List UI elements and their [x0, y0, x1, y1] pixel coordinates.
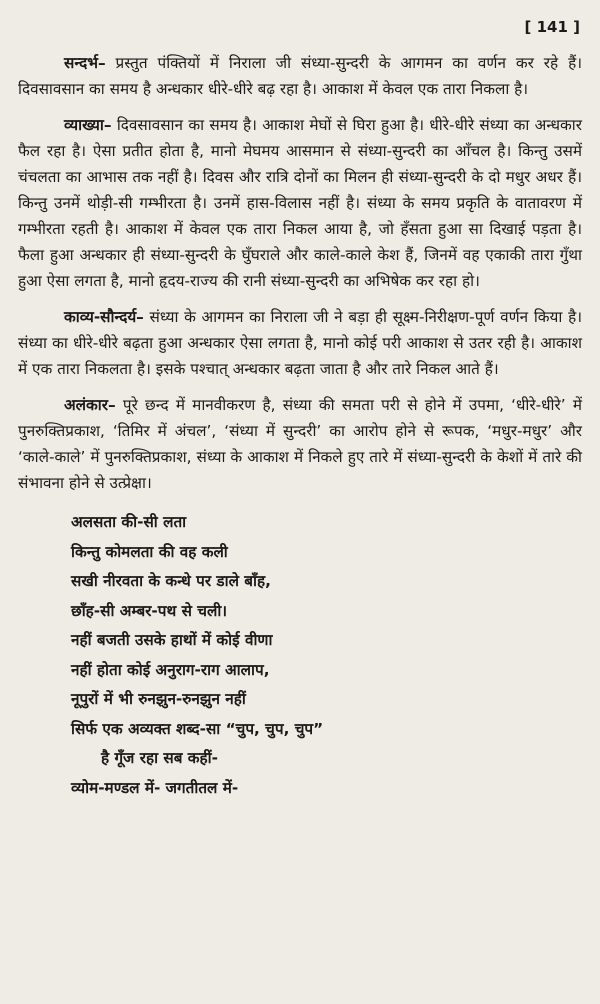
poem-line: है गूँज रहा सब कहीं- — [101, 749, 218, 767]
poem-stanza — [71, 508, 582, 803]
poem-line: व्योम-मण्डल में- जगतीतल में- — [71, 778, 239, 797]
heading-sandarbh: सन्दर्भ– — [64, 54, 106, 72]
paragraph-sandarbh — [18, 50, 582, 102]
paragraph-kavya-saundarya — [18, 304, 582, 382]
poem-line: किन्तु कोमलता की वह कली — [71, 542, 228, 561]
paragraph-vyakhya — [18, 112, 582, 294]
text-kavya-saundarya: संध्या के आगमन का निराला जी ने बड़ा ही सूक्ष्म-निरीक्षण-पूर्ण वर्णन किया है। संध्या का धीरे-धीरे बढ़ता हुआ अन्धकार ऐसा लगता है, मानो कोई परी आकाश से उतर रही है। आकाश में एक तारा निकलता है। इसके पश्चात् अन्धकार बढ़ता जाता है और तारे निकल आते हैं। — [18, 308, 582, 378]
text-vyakhya: दिवसावसान का समय है। आकाश मेघों से घिरा हुआ है। धीरे-धीरे संध्या का अन्धकार फैल रहा है। ऐसा प्रतीत होता है, मानो मेघमय आसमान से संध्या-सुन्दरी का आँचल है। किन्तु उसमें चंचलता का आभास तक नहीं है। दिवस और रात्रि दोनों का मिलन ही संध्या-सुन्दरी के दो मधुर अधर हैं। किन्तु उनमें थोड़ी-सी गम्भीरता है। उनमें हास-विलास नहीं है। संध्या के समय प्रकृति के वातावरण में गम्भीरता रहती है। आकाश में केवल एक तारा निकल आया है, जो हँसता हुआ सा दिखाई पड़ता है। फैला हुआ अन्धकार ही संध्या-सुन्दरी के घुँघराले और काले-काले केश हैं, जिनमें वह एकाकी तारा गुँथा हुआ ऐसा लगता है, मानो हृदय-राज्य की रानी संध्या-सुन्दरी का अभिषेक कर रहा हो। — [18, 116, 582, 290]
poem-line: नहीं बजती उसके हाथों में कोई वीणा — [71, 631, 273, 649]
poem-line: नहीं होता कोई अनुराग-राग आलाप, — [71, 660, 270, 679]
poem-line: सिर्फ एक अव्यक्त शब्द-सा “चुप, चुप, चुप” — [71, 719, 324, 738]
poem-line: छाँह-सी अम्बर-पथ से चली। — [71, 601, 228, 620]
page-body — [18, 50, 582, 803]
page-number: [ 141 ] — [524, 18, 580, 36]
poem-line: नूपुरों में भी रुनझुन-रुनझुन नहीं — [71, 690, 246, 708]
paragraph-alankar — [18, 392, 582, 496]
text-sandarbh: प्रस्तुत पंक्तियों में निराला जी संध्या-सुन्दरी के आगमन का वर्णन कर रहे हैं। दिवसावसान का समय है अन्धकार धीरे-धीरे बढ़ रहा है। आकाश में केवल एक तारा निकला है। — [18, 54, 582, 98]
text-alankar: पूरे छन्द में मानवीकरण है, संध्या की समता परी से होने में उपमा, ‘धीरे-धीरे’ में पुनरुक्तिप्रकाश, ‘तिमिर में अंचल’, ‘संध्या में सुन्दरी’ का आरोप होने से रूपक, ‘मधुर-मधुर’ और ‘काले-काले’ में पुनरुक्तिप्रकाश, संध्या के आकाश में निकले हुए तारे में संध्या-सुन्दरी के केशों में तारे की संभावना होने से उत्प्रेक्षा। — [18, 396, 582, 492]
poem-line: सखी नीरवता के कन्धे पर डाले बाँह, — [71, 572, 271, 590]
heading-kavya-saundarya: काव्य-सौन्दर्य– — [64, 308, 144, 326]
poem-line: अलसता की-सी लता — [71, 513, 187, 531]
heading-vyakhya: व्याख्या– — [64, 116, 112, 134]
heading-alankar: अलंकार– — [64, 396, 116, 414]
